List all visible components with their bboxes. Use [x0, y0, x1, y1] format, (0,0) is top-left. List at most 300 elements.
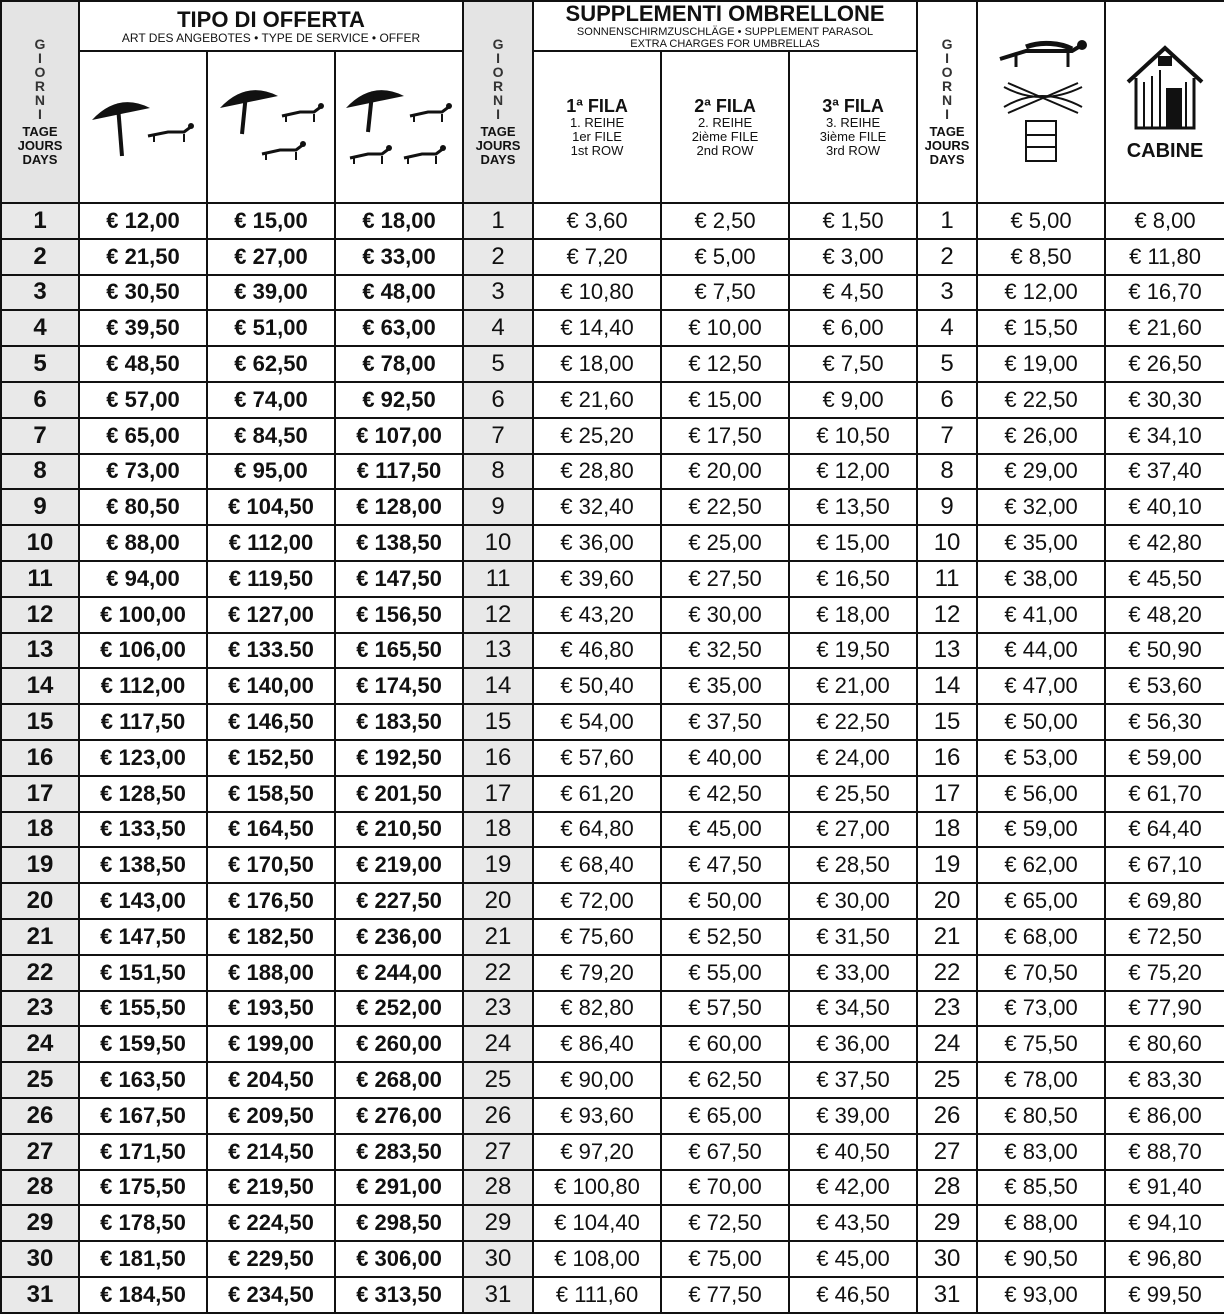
- row-1-supplement: € 43,20: [533, 597, 661, 633]
- row-1-supplement: € 61,20: [533, 776, 661, 812]
- day-cell: 24: [463, 1026, 533, 1062]
- row-1-supplement: € 36,00: [533, 525, 661, 561]
- table-row: [1, 346, 1224, 382]
- cabin-price: € 45,50: [1105, 561, 1224, 597]
- row-2-supplement: € 47,50: [661, 847, 789, 883]
- table-row: [1, 1062, 1224, 1098]
- giorni-letter: O: [941, 64, 953, 80]
- row-2-supplement: € 55,00: [661, 955, 789, 991]
- day-cell: 25: [917, 1062, 977, 1098]
- offer-2-price: € 15,00: [207, 203, 335, 239]
- offer-2-price: € 229,50: [207, 1241, 335, 1277]
- row-title: 3ª FILA: [822, 95, 884, 116]
- day-cell: 22: [1, 955, 79, 991]
- lounger-price: € 73,00: [977, 991, 1105, 1027]
- day-cell: 30: [917, 1241, 977, 1277]
- cabin-price: € 64,40: [1105, 812, 1224, 848]
- row-3-supplement: € 19,50: [789, 633, 917, 669]
- offer-3-price: € 63,00: [335, 310, 463, 346]
- day-cell: 8: [463, 454, 533, 490]
- offer-3-price: € 107,00: [335, 418, 463, 454]
- lounger-price: € 5,00: [977, 203, 1105, 239]
- row-1-supplement: € 82,80: [533, 991, 661, 1027]
- lounger-price: € 44,00: [977, 633, 1105, 669]
- day-cell: 5: [463, 346, 533, 382]
- giorni-letter: I: [945, 50, 949, 66]
- day-cell: 22: [463, 955, 533, 991]
- offer-2-price: € 224,50: [207, 1205, 335, 1241]
- day-cell: 20: [1, 883, 79, 919]
- table-row: [1, 418, 1224, 454]
- offer-2-price: € 199,00: [207, 1026, 335, 1062]
- offer-1-price: € 48,50: [79, 346, 207, 382]
- row-3-supplement: € 46,50: [789, 1277, 917, 1313]
- day-cell: 27: [1, 1134, 79, 1170]
- row-3-supplement: € 16,50: [789, 561, 917, 597]
- offer-1-price: € 73,00: [79, 454, 207, 490]
- umbrella-2-loungers-icon: [216, 82, 326, 172]
- table-row: [1, 1098, 1224, 1134]
- day-cell: 4: [917, 310, 977, 346]
- table-row: [1, 740, 1224, 776]
- giorni-letter: R: [941, 78, 953, 94]
- table-row: [1, 454, 1224, 490]
- offer-1-price: € 30,50: [79, 275, 207, 311]
- offer-option-1: [79, 51, 207, 203]
- row-2-supplement: € 57,50: [661, 991, 789, 1027]
- row-en: 2nd ROW: [696, 142, 754, 158]
- day-cell: 17: [917, 776, 977, 812]
- offer-2-price: € 84,50: [207, 418, 335, 454]
- giorni-letter: R: [34, 78, 46, 94]
- cabin-price: € 86,00: [1105, 1098, 1224, 1134]
- table-row: [1, 668, 1224, 704]
- offer-3-price: € 192,50: [335, 740, 463, 776]
- supplements-header: [533, 1, 917, 51]
- day-cell: 11: [917, 561, 977, 597]
- day-cell: 21: [463, 919, 533, 955]
- day-cell: 1: [463, 203, 533, 239]
- offer-1-price: € 171,50: [79, 1134, 207, 1170]
- row-2-supplement: € 40,00: [661, 740, 789, 776]
- giorni-letter: I: [945, 106, 949, 122]
- cabin-price: € 26,50: [1105, 346, 1224, 382]
- offer-3-price: € 165,50: [335, 633, 463, 669]
- row-3-supplement: € 10,50: [789, 418, 917, 454]
- cabin-price: € 42,80: [1105, 525, 1224, 561]
- offer-1-price: € 12,00: [79, 203, 207, 239]
- day-cell: 1: [917, 203, 977, 239]
- offer-2-price: € 176,50: [207, 883, 335, 919]
- days-label: DAYS: [480, 152, 516, 167]
- cabin-price: € 11,80: [1105, 239, 1224, 275]
- row-2-supplement: € 35,00: [661, 668, 789, 704]
- offer-3-price: € 298,50: [335, 1205, 463, 1241]
- row-2-supplement: € 7,50: [661, 275, 789, 311]
- offer-1-price: € 133,50: [79, 812, 207, 848]
- row-2-supplement: € 62,50: [661, 1062, 789, 1098]
- row-title: 2ª FILA: [694, 95, 756, 116]
- lounger-price: € 35,00: [977, 525, 1105, 561]
- day-cell: 29: [917, 1205, 977, 1241]
- supplements-title: SUPPLEMENTI OMBRELLONE: [565, 1, 885, 26]
- day-cell: 24: [1, 1026, 79, 1062]
- day-cell: 10: [1, 525, 79, 561]
- table-row: [1, 525, 1224, 561]
- cabin-price: € 91,40: [1105, 1170, 1224, 1206]
- giorni-letter: G: [941, 36, 953, 52]
- lounger-price: € 88,00: [977, 1205, 1105, 1241]
- row-header-1: [533, 51, 661, 203]
- lounger-price: € 59,00: [977, 812, 1105, 848]
- offer-2-price: € 152,50: [207, 740, 335, 776]
- cabin-price: € 72,50: [1105, 919, 1224, 955]
- offer-1-price: € 65,00: [79, 418, 207, 454]
- row-1-supplement: € 46,80: [533, 633, 661, 669]
- row-3-supplement: € 27,00: [789, 812, 917, 848]
- offer-3-price: € 156,50: [335, 597, 463, 633]
- offer-3-price: € 210,50: [335, 812, 463, 848]
- price-rows: [1, 203, 1224, 1313]
- row-de: 2. REIHE: [697, 114, 753, 130]
- cabin-price: € 96,80: [1105, 1241, 1224, 1277]
- offer-2-price: € 127,00: [207, 597, 335, 633]
- day-cell: 19: [917, 847, 977, 883]
- offer-2-price: € 193,50: [207, 991, 335, 1027]
- offer-2-price: € 104,50: [207, 489, 335, 525]
- jours-label: JOURS: [924, 138, 970, 153]
- day-cell: 21: [1, 919, 79, 955]
- row-fr: 2ième FILE: [691, 128, 759, 144]
- row-3-supplement: € 30,00: [789, 883, 917, 919]
- row-3-supplement: € 37,50: [789, 1062, 917, 1098]
- day-cell: 14: [917, 668, 977, 704]
- giorni-letter: N: [492, 92, 504, 108]
- day-cell: 13: [917, 633, 977, 669]
- row-2-supplement: € 52,50: [661, 919, 789, 955]
- day-cell: 29: [463, 1205, 533, 1241]
- row-2-supplement: € 75,00: [661, 1241, 789, 1277]
- row-3-supplement: € 28,50: [789, 847, 917, 883]
- row-3-supplement: € 45,00: [789, 1241, 917, 1277]
- cabin-price: € 59,00: [1105, 740, 1224, 776]
- table-row: [1, 1241, 1224, 1277]
- offer-3-price: € 174,50: [335, 668, 463, 704]
- offer-option-2: [207, 51, 335, 203]
- day-cell: 23: [1, 991, 79, 1027]
- row-1-supplement: € 64,80: [533, 812, 661, 848]
- row-2-supplement: € 2,50: [661, 203, 789, 239]
- row-1-supplement: € 28,80: [533, 454, 661, 490]
- table-row: [1, 561, 1224, 597]
- row-2-supplement: € 50,00: [661, 883, 789, 919]
- cabin-label: CABINE: [1126, 139, 1204, 162]
- cabin-price: € 40,10: [1105, 489, 1224, 525]
- day-cell: 7: [917, 418, 977, 454]
- row-2-supplement: € 77,50: [661, 1277, 789, 1313]
- offer-1-price: € 155,50: [79, 991, 207, 1027]
- lounger-price: € 80,50: [977, 1098, 1105, 1134]
- table-row: [1, 275, 1224, 311]
- row-2-supplement: € 22,50: [661, 489, 789, 525]
- offer-1-price: € 151,50: [79, 955, 207, 991]
- offer-3-price: € 268,00: [335, 1062, 463, 1098]
- row-fr: 1er FILE: [572, 128, 622, 144]
- day-cell: 1: [1, 203, 79, 239]
- day-cell: 7: [1, 418, 79, 454]
- row-1-supplement: € 54,00: [533, 704, 661, 740]
- row-3-supplement: € 24,00: [789, 740, 917, 776]
- day-cell: 25: [463, 1062, 533, 1098]
- row-1-supplement: € 97,20: [533, 1134, 661, 1170]
- row-1-supplement: € 90,00: [533, 1062, 661, 1098]
- day-cell: 11: [1, 561, 79, 597]
- lounger-price: € 8,50: [977, 239, 1105, 275]
- lounger-and-chair-icon: [986, 37, 1096, 167]
- lounger-price: € 12,00: [977, 275, 1105, 311]
- row-3-supplement: € 43,50: [789, 1205, 917, 1241]
- row-2-supplement: € 72,50: [661, 1205, 789, 1241]
- day-cell: 19: [1, 847, 79, 883]
- day-cell: 31: [463, 1277, 533, 1313]
- day-cell: 29: [1, 1205, 79, 1241]
- day-cell: 28: [917, 1170, 977, 1206]
- row-2-supplement: € 10,00: [661, 310, 789, 346]
- offer-3-price: € 138,50: [335, 525, 463, 561]
- day-cell: 15: [917, 704, 977, 740]
- giorni-letter: R: [492, 78, 504, 94]
- offer-3-price: € 48,00: [335, 275, 463, 311]
- lounger-price: € 15,50: [977, 310, 1105, 346]
- row-2-supplement: € 37,50: [661, 704, 789, 740]
- offer-1-price: € 88,00: [79, 525, 207, 561]
- giorni-letter: I: [496, 50, 500, 66]
- lounger-price: € 68,00: [977, 919, 1105, 955]
- row-1-supplement: € 14,40: [533, 310, 661, 346]
- table-row: [1, 704, 1224, 740]
- cabin-price: € 83,30: [1105, 1062, 1224, 1098]
- cabin-header: [1105, 1, 1224, 203]
- day-cell: 16: [1, 740, 79, 776]
- offer-3-price: € 117,50: [335, 454, 463, 490]
- day-cell: 8: [917, 454, 977, 490]
- offer-subtitle: ART DES ANGEBOTES • TYPE DE SERVICE • OFFER: [121, 30, 421, 45]
- offer-1-price: € 178,50: [79, 1205, 207, 1241]
- offer-2-price: € 158,50: [207, 776, 335, 812]
- offer-1-price: € 94,00: [79, 561, 207, 597]
- row-3-supplement: € 15,00: [789, 525, 917, 561]
- offer-3-price: € 219,00: [335, 847, 463, 883]
- offer-2-price: € 62,50: [207, 346, 335, 382]
- offer-2-price: € 182,50: [207, 919, 335, 955]
- umbrella-3-loungers-icon: [344, 82, 454, 172]
- day-cell: 13: [1, 633, 79, 669]
- row-1-supplement: € 32,40: [533, 489, 661, 525]
- offer-2-price: € 209,50: [207, 1098, 335, 1134]
- row-de: 3. REIHE: [825, 114, 881, 130]
- row-1-supplement: € 100,80: [533, 1170, 661, 1206]
- row-en: 3rd ROW: [825, 142, 881, 158]
- row-header-2: [661, 51, 789, 203]
- giorni-letter: G: [492, 36, 504, 52]
- giorni-letter: O: [34, 64, 46, 80]
- row-1-supplement: € 79,20: [533, 955, 661, 991]
- cabin-price: € 48,20: [1105, 597, 1224, 633]
- offer-1-price: € 123,00: [79, 740, 207, 776]
- cabin-price: € 94,10: [1105, 1205, 1224, 1241]
- supplements-subtitle-1: SONNENSCHIRMZUSCHLÄGE • SUPPLEMENT PARASOL: [576, 26, 874, 38]
- giorni-letter: N: [941, 92, 953, 108]
- day-cell: 26: [463, 1098, 533, 1134]
- cabin-price: € 53,60: [1105, 668, 1224, 704]
- cabin-price: € 8,00: [1105, 203, 1224, 239]
- offer-3-price: € 147,50: [335, 561, 463, 597]
- offer-3-price: € 252,00: [335, 991, 463, 1027]
- lounger-price: € 26,00: [977, 418, 1105, 454]
- lounger-price: € 75,50: [977, 1026, 1105, 1062]
- day-cell: 3: [463, 275, 533, 311]
- row-1-supplement: € 39,60: [533, 561, 661, 597]
- day-cell: 3: [917, 275, 977, 311]
- row-2-supplement: € 65,00: [661, 1098, 789, 1134]
- offer-2-price: € 27,00: [207, 239, 335, 275]
- offer-1-price: € 181,50: [79, 1241, 207, 1277]
- day-cell: 30: [1, 1241, 79, 1277]
- table-row: [1, 1205, 1224, 1241]
- offer-2-price: € 188,00: [207, 955, 335, 991]
- row-2-supplement: € 45,00: [661, 812, 789, 848]
- day-cell: 12: [1, 597, 79, 633]
- row-1-supplement: € 21,60: [533, 382, 661, 418]
- offer-3-price: € 18,00: [335, 203, 463, 239]
- table-row: [1, 812, 1224, 848]
- cabin-price: € 56,30: [1105, 704, 1224, 740]
- day-cell: 30: [463, 1241, 533, 1277]
- row-fr: 3ième FILE: [819, 128, 887, 144]
- offer-1-price: € 138,50: [79, 847, 207, 883]
- offer-2-price: € 234,50: [207, 1277, 335, 1313]
- day-cell: 18: [917, 812, 977, 848]
- row-2-supplement: € 27,50: [661, 561, 789, 597]
- day-cell: 28: [1, 1170, 79, 1206]
- day-cell: 18: [1, 812, 79, 848]
- lounger-price: € 50,00: [977, 704, 1105, 740]
- table-row: [1, 883, 1224, 919]
- day-cell: 22: [917, 955, 977, 991]
- row-1-supplement: € 72,00: [533, 883, 661, 919]
- row-3-supplement: € 40,50: [789, 1134, 917, 1170]
- day-cell: 27: [463, 1134, 533, 1170]
- day-cell: 14: [463, 668, 533, 704]
- day-cell: 27: [917, 1134, 977, 1170]
- supplements-subtitle-2: EXTRA CHARGES FOR UMBRELLAS: [630, 38, 820, 50]
- offer-2-price: € 146,50: [207, 704, 335, 740]
- row-2-supplement: € 25,00: [661, 525, 789, 561]
- cabin-price: € 88,70: [1105, 1134, 1224, 1170]
- offer-3-price: € 33,00: [335, 239, 463, 275]
- day-cell: 17: [463, 776, 533, 812]
- giorni-label: [35, 37, 46, 121]
- day-cell: 20: [463, 883, 533, 919]
- row-3-supplement: € 18,00: [789, 597, 917, 633]
- table-row: [1, 919, 1224, 955]
- offer-1-price: € 143,00: [79, 883, 207, 919]
- offer-header: [79, 1, 463, 51]
- day-cell: 17: [1, 776, 79, 812]
- tage-label: TAGE: [480, 124, 516, 139]
- day-cell: 5: [917, 346, 977, 382]
- day-cell: 12: [917, 597, 977, 633]
- offer-1-price: € 147,50: [79, 919, 207, 955]
- day-cell: 18: [463, 812, 533, 848]
- table-row: [1, 239, 1224, 275]
- lounger-price: € 29,00: [977, 454, 1105, 490]
- day-cell: 16: [463, 740, 533, 776]
- day-cell: 8: [1, 454, 79, 490]
- jours-label: JOURS: [17, 138, 63, 153]
- row-3-supplement: € 22,50: [789, 704, 917, 740]
- cabin-price: € 30,30: [1105, 382, 1224, 418]
- offer-3-price: € 128,00: [335, 489, 463, 525]
- day-cell: 7: [463, 418, 533, 454]
- offer-3-price: € 183,50: [335, 704, 463, 740]
- beach-cabin-icon: [1120, 42, 1210, 132]
- offer-2-price: € 95,00: [207, 454, 335, 490]
- day-cell: 16: [917, 740, 977, 776]
- day-cell: 9: [1, 489, 79, 525]
- cabin-price: € 80,60: [1105, 1026, 1224, 1062]
- day-cell: 5: [1, 346, 79, 382]
- cabin-price: € 50,90: [1105, 633, 1224, 669]
- day-cell: 12: [463, 597, 533, 633]
- offer-option-3: [335, 51, 463, 203]
- row-1-supplement: € 18,00: [533, 346, 661, 382]
- day-cell: 19: [463, 847, 533, 883]
- offer-3-price: € 283,50: [335, 1134, 463, 1170]
- row-3-supplement: € 36,00: [789, 1026, 917, 1062]
- offer-1-price: € 167,50: [79, 1098, 207, 1134]
- offer-3-price: € 201,50: [335, 776, 463, 812]
- row-1-supplement: € 50,40: [533, 668, 661, 704]
- table-row: [1, 1026, 1224, 1062]
- offer-2-price: € 39,00: [207, 275, 335, 311]
- offer-2-price: € 170,50: [207, 847, 335, 883]
- cabin-price: € 21,60: [1105, 310, 1224, 346]
- lounger-price: € 56,00: [977, 776, 1105, 812]
- lounger-price: € 85,50: [977, 1170, 1105, 1206]
- row-3-supplement: € 42,00: [789, 1170, 917, 1206]
- row-3-supplement: € 7,50: [789, 346, 917, 382]
- table-row: [1, 955, 1224, 991]
- day-cell: 3: [1, 275, 79, 311]
- cabin-price: € 16,70: [1105, 275, 1224, 311]
- day-cell: 2: [1, 239, 79, 275]
- offer-1-price: € 39,50: [79, 310, 207, 346]
- row-2-supplement: € 32,50: [661, 633, 789, 669]
- offer-3-price: € 291,00: [335, 1170, 463, 1206]
- row-3-supplement: € 21,00: [789, 668, 917, 704]
- lounger-price: € 65,00: [977, 883, 1105, 919]
- row-1-supplement: € 25,20: [533, 418, 661, 454]
- day-header-supplements: [463, 1, 533, 203]
- offer-1-price: € 57,00: [79, 382, 207, 418]
- lounger-price: € 47,00: [977, 668, 1105, 704]
- offer-title: TIPO DI OFFERTA: [177, 6, 365, 32]
- row-3-supplement: € 31,50: [789, 919, 917, 955]
- lounger-price: € 32,00: [977, 489, 1105, 525]
- table-row: [1, 776, 1224, 812]
- days-label: DAYS: [929, 152, 965, 167]
